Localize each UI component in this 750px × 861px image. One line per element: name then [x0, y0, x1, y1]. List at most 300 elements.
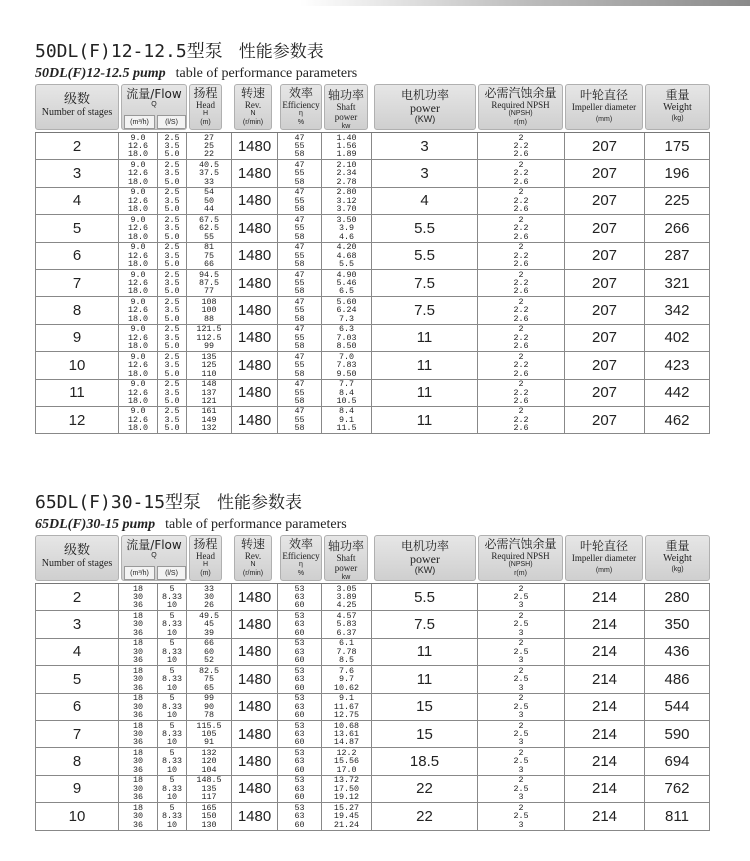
- cell-value: 9.0: [130, 187, 146, 198]
- cell-value: 12.6: [127, 332, 149, 343]
- cell-value: 3: [518, 600, 524, 611]
- cell-value: 36: [132, 737, 144, 748]
- cell-value: 2.5: [513, 619, 529, 630]
- cell-npsh: [478, 407, 565, 433]
- cell-motor: 18.5: [372, 748, 478, 774]
- header-weight: 重量 Weight (kg): [645, 84, 710, 130]
- table-title: 65DL(F)30-15型泵 性能参数表: [35, 492, 303, 513]
- cell-value: 9.0: [130, 269, 146, 280]
- cell-value: 60: [203, 646, 215, 657]
- cell-flow1: [119, 243, 158, 269]
- cell-value: 2.6: [513, 204, 529, 215]
- cell-value: 2.6: [513, 231, 529, 242]
- cell-value: 2: [518, 159, 524, 170]
- cell-value: 99: [203, 341, 215, 352]
- cell-weight: 402: [645, 325, 710, 351]
- cell-value: 9.0: [130, 132, 146, 143]
- cell-value: 10: [166, 819, 178, 830]
- cell-eff: [278, 666, 322, 692]
- cell-value: 9.0: [130, 406, 146, 417]
- cell-value: 75: [203, 250, 215, 261]
- header-stages: 级数 Number of stages: [35, 535, 119, 581]
- cell-value: 2.2: [513, 195, 529, 206]
- cell-value: 30: [132, 728, 144, 739]
- cell-weight: 590: [645, 721, 710, 747]
- table-row: [35, 188, 710, 215]
- cell-value: 3.5: [164, 195, 180, 206]
- cell-value: 8.5: [338, 655, 355, 666]
- cell-shaft: [322, 380, 372, 406]
- cell-value: 30: [132, 591, 144, 602]
- cell-npsh: [478, 133, 565, 159]
- header-shaft-power: 轴功率 Shaft power kw: [324, 535, 368, 581]
- cell-stages: 8: [35, 748, 119, 774]
- cell-motor: 7.5: [372, 611, 478, 637]
- table-row: [35, 776, 710, 803]
- cell-value: 8.33: [161, 619, 183, 630]
- cell-head: [187, 584, 232, 610]
- cell-value: 2.5: [164, 379, 180, 390]
- cell-value: 62.5: [198, 223, 220, 234]
- cell-value: 12.6: [127, 305, 149, 316]
- cell-weight: 321: [645, 270, 710, 296]
- cell-stages: 12: [35, 407, 119, 433]
- cell-value: 132: [201, 423, 217, 434]
- cell-weight: 811: [645, 803, 710, 829]
- cell-value: 9.0: [130, 214, 146, 225]
- cell-flow2: [158, 133, 187, 159]
- cell-speed: 1480: [232, 803, 278, 829]
- cell-value: 2.6: [513, 423, 529, 434]
- cell-value: 1.40: [336, 132, 357, 143]
- cell-value: 3.70: [336, 204, 357, 215]
- cell-value: 10.62: [333, 682, 360, 693]
- cell-head: [187, 721, 232, 747]
- cell-flow1: [119, 666, 158, 692]
- cell-speed: 1480: [232, 380, 278, 406]
- cell-value: 87.5: [198, 277, 220, 288]
- cell-imp: 207: [565, 407, 645, 433]
- cell-imp: 214: [565, 639, 645, 665]
- cell-stages: 9: [35, 776, 119, 802]
- cell-value: 60: [294, 627, 305, 638]
- cell-value: 3: [518, 819, 524, 830]
- cell-value: 52: [203, 655, 215, 666]
- cell-value: 12.6: [127, 223, 149, 234]
- cell-value: 54: [203, 187, 215, 198]
- cell-value: 2: [518, 693, 524, 704]
- cell-value: 104: [201, 764, 217, 775]
- cell-value: 53: [294, 693, 305, 704]
- cell-value: 2.5: [164, 296, 180, 307]
- cell-speed: 1480: [232, 133, 278, 159]
- cell-value: 53: [294, 775, 305, 786]
- cell-value: 60: [294, 792, 305, 803]
- cell-motor: 7.5: [372, 297, 478, 323]
- header-flow-unit-m3h: (m³/h): [124, 115, 155, 129]
- cell-value: 2: [518, 296, 524, 307]
- cell-value: 18.0: [127, 341, 149, 352]
- cell-value: 5.0: [164, 231, 180, 242]
- table-row: [35, 721, 710, 748]
- cell-flow2: [158, 270, 187, 296]
- cell-speed: 1480: [232, 270, 278, 296]
- cell-value: 108: [201, 296, 217, 307]
- cell-value: 6.24: [336, 305, 357, 316]
- cell-value: 65: [203, 682, 215, 693]
- cell-value: 2.6: [513, 149, 529, 160]
- cell-value: 55: [294, 277, 305, 288]
- cell-eff: [278, 584, 322, 610]
- cell-value: 18: [132, 747, 144, 758]
- cell-value: 3: [518, 709, 524, 720]
- cell-stages: 2: [35, 133, 119, 159]
- cell-value: 30: [132, 811, 144, 822]
- cell-imp: 214: [565, 803, 645, 829]
- cell-head: [187, 611, 232, 637]
- cell-eff: [278, 407, 322, 433]
- cell-value: 3: [518, 627, 524, 638]
- cell-value: 19.45: [333, 811, 360, 822]
- cell-value: 58: [294, 286, 305, 297]
- cell-value: 10: [166, 737, 178, 748]
- cell-imp: 207: [565, 160, 645, 186]
- cell-imp: 207: [565, 133, 645, 159]
- table-row: [35, 325, 710, 352]
- cell-value: 5: [169, 720, 175, 731]
- cell-stages: 5: [35, 666, 119, 692]
- cell-speed: 1480: [232, 694, 278, 720]
- cell-head: [187, 297, 232, 323]
- cell-value: 9.0: [130, 324, 146, 335]
- cell-flow1: [119, 380, 158, 406]
- cell-motor: 11: [372, 352, 478, 378]
- cell-value: 2: [518, 324, 524, 335]
- cell-eff: [278, 721, 322, 747]
- cell-value: 26: [203, 600, 215, 611]
- cell-value: 3: [518, 655, 524, 666]
- cell-value: 110: [201, 368, 217, 379]
- header-flow-unit-m3h: (m³/h): [124, 566, 155, 580]
- cell-value: 3.5: [164, 414, 180, 425]
- cell-weight: 350: [645, 611, 710, 637]
- cell-value: 47: [294, 269, 305, 280]
- cell-value: 66: [203, 638, 215, 649]
- cell-value: 18.0: [127, 231, 149, 242]
- cell-value: 10: [166, 792, 178, 803]
- cell-value: 13.72: [333, 775, 360, 786]
- cell-head: [187, 160, 232, 186]
- cell-flow1: [119, 776, 158, 802]
- cell-value: 47: [294, 406, 305, 417]
- cell-motor: 11: [372, 380, 478, 406]
- cell-value: 55: [294, 332, 305, 343]
- cell-eff: [278, 243, 322, 269]
- cell-value: 5.5: [338, 258, 355, 269]
- cell-value: 2.2: [513, 250, 529, 261]
- cell-value: 18.0: [127, 313, 149, 324]
- cell-flow2: [158, 748, 187, 774]
- cell-value: 36: [132, 627, 144, 638]
- cell-value: 36: [132, 682, 144, 693]
- cell-motor: 11: [372, 325, 478, 351]
- cell-flow2: [158, 407, 187, 433]
- cell-flow2: [158, 215, 187, 241]
- cell-npsh: [478, 243, 565, 269]
- cell-value: 55: [203, 231, 215, 242]
- cell-shaft: [322, 325, 372, 351]
- table-row: [35, 803, 710, 830]
- cell-value: 10: [166, 655, 178, 666]
- cell-value: 9.0: [130, 242, 146, 253]
- cell-motor: 7.5: [372, 270, 478, 296]
- cell-value: 5.0: [164, 176, 180, 187]
- header-npsh: 必需汽蚀余量 Required NPSH (NPSH) r(m): [478, 84, 563, 130]
- cell-value: 90: [203, 701, 215, 712]
- cell-flow1: [119, 325, 158, 351]
- header-motor-power: 电机功率 power (KW): [374, 84, 476, 130]
- cell-value: 7.83: [336, 360, 357, 371]
- cell-value: 36: [132, 819, 144, 830]
- cell-value: 5.0: [164, 149, 180, 160]
- cell-value: 4.25: [336, 600, 357, 611]
- cell-motor: 11: [372, 407, 478, 433]
- cell-eff: [278, 352, 322, 378]
- cell-value: 2.10: [336, 159, 357, 170]
- cell-value: 81: [203, 242, 215, 253]
- cell-shaft: [322, 243, 372, 269]
- table-row: [35, 160, 710, 187]
- cell-speed: 1480: [232, 215, 278, 241]
- cell-value: 8.33: [161, 728, 183, 739]
- cell-value: 18.0: [127, 204, 149, 215]
- cell-head: [187, 803, 232, 829]
- cell-motor: 22: [372, 803, 478, 829]
- cell-value: 10: [166, 627, 178, 638]
- cell-flow1: [119, 748, 158, 774]
- cell-speed: 1480: [232, 297, 278, 323]
- cell-value: 3.9: [338, 223, 355, 234]
- cell-weight: 196: [645, 160, 710, 186]
- cell-speed: 1480: [232, 584, 278, 610]
- table-row: [35, 639, 710, 666]
- cell-value: 5.83: [336, 619, 357, 630]
- cell-value: 8.33: [161, 811, 183, 822]
- cell-value: 2.6: [513, 313, 529, 324]
- cell-value: 60: [294, 682, 305, 693]
- cell-value: 2.5: [513, 783, 529, 794]
- cell-imp: 207: [565, 380, 645, 406]
- cell-imp: 207: [565, 243, 645, 269]
- cell-value: 45: [203, 619, 215, 630]
- cell-value: 4.6: [338, 231, 355, 242]
- cell-value: 60: [294, 709, 305, 720]
- header-efficiency: 效率 Efficiency η %: [280, 84, 322, 130]
- cell-value: 2.5: [164, 159, 180, 170]
- cell-value: 58: [294, 149, 305, 160]
- cell-value: 58: [294, 176, 305, 187]
- table-row: [35, 215, 710, 242]
- cell-head: [187, 325, 232, 351]
- cell-shaft: [322, 639, 372, 665]
- cell-value: 3.5: [164, 223, 180, 234]
- cell-flow2: [158, 721, 187, 747]
- cell-value: 2.34: [336, 168, 357, 179]
- cell-flow1: [119, 188, 158, 214]
- cell-value: 5.0: [164, 286, 180, 297]
- header-stages: 级数 Number of stages: [35, 84, 119, 130]
- cell-weight: 436: [645, 639, 710, 665]
- cell-eff: [278, 748, 322, 774]
- cell-value: 3.05: [336, 583, 357, 594]
- cell-flow2: [158, 584, 187, 610]
- cell-stages: 5: [35, 215, 119, 241]
- table-row: [35, 666, 710, 693]
- cell-value: 112.5: [196, 332, 222, 343]
- cell-imp: 207: [565, 188, 645, 214]
- cell-speed: 1480: [232, 160, 278, 186]
- cell-value: 55: [294, 305, 305, 316]
- cell-npsh: [478, 803, 565, 829]
- cell-value: 22: [203, 149, 215, 160]
- cell-value: 11.67: [333, 701, 360, 712]
- cell-value: 63: [294, 591, 305, 602]
- cell-value: 15.56: [333, 756, 360, 767]
- cell-head: [187, 748, 232, 774]
- cell-value: 2: [518, 214, 524, 225]
- table-row: [35, 270, 710, 297]
- cell-value: 9.50: [336, 368, 357, 379]
- cell-value: 7.7: [338, 379, 355, 390]
- cell-npsh: [478, 297, 565, 323]
- cell-value: 36: [132, 709, 144, 720]
- cell-imp: 214: [565, 748, 645, 774]
- cell-value: 82.5: [198, 665, 220, 676]
- cell-head: [187, 639, 232, 665]
- cell-value: 8.33: [161, 756, 183, 767]
- cell-value: 137: [201, 387, 217, 398]
- cell-motor: 15: [372, 694, 478, 720]
- cell-value: 37.5: [198, 168, 220, 179]
- cell-value: 5.0: [164, 258, 180, 269]
- cell-flow1: [119, 694, 158, 720]
- cell-value: 18.0: [127, 423, 149, 434]
- cell-value: 50: [203, 195, 215, 206]
- cell-stages: 9: [35, 325, 119, 351]
- cell-head: [187, 243, 232, 269]
- cell-value: 18: [132, 583, 144, 594]
- table-row: [35, 694, 710, 721]
- cell-weight: 280: [645, 584, 710, 610]
- table-subtitle: 50DL(F)12-12.5 pump table of performance parameters: [35, 66, 358, 81]
- cell-eff: [278, 133, 322, 159]
- cell-value: 2: [518, 720, 524, 731]
- cell-value: 55: [294, 195, 305, 206]
- cell-value: 5: [169, 775, 175, 786]
- cell-value: 60: [294, 600, 305, 611]
- cell-value: 2.2: [513, 332, 529, 343]
- cell-value: 9.0: [130, 159, 146, 170]
- cell-value: 47: [294, 187, 305, 198]
- cell-value: 5.46: [336, 277, 357, 288]
- cell-value: 55: [294, 140, 305, 151]
- cell-value: 6.5: [338, 286, 355, 297]
- cell-value: 2.6: [513, 368, 529, 379]
- cell-value: 121.5: [196, 324, 222, 335]
- cell-value: 2.80: [336, 187, 357, 198]
- cell-motor: 5.5: [372, 215, 478, 241]
- cell-value: 58: [294, 258, 305, 269]
- table-row: [35, 243, 710, 270]
- cell-value: 44: [203, 204, 215, 215]
- cell-value: 36: [132, 600, 144, 611]
- cell-value: 1.56: [336, 140, 357, 151]
- cell-stages: 3: [35, 160, 119, 186]
- cell-value: 99: [203, 693, 215, 704]
- cell-stages: 8: [35, 297, 119, 323]
- cell-value: 33: [203, 176, 215, 187]
- cell-imp: 214: [565, 721, 645, 747]
- cell-shaft: [322, 776, 372, 802]
- cell-value: 8.33: [161, 591, 183, 602]
- cell-value: 2.5: [164, 132, 180, 143]
- cell-value: 3.12: [336, 195, 357, 206]
- cell-value: 2.78: [336, 176, 357, 187]
- table-row: [35, 748, 710, 775]
- cell-speed: 1480: [232, 243, 278, 269]
- cell-value: 4.20: [336, 242, 357, 253]
- cell-flow2: [158, 611, 187, 637]
- cell-shaft: [322, 694, 372, 720]
- cell-weight: 287: [645, 243, 710, 269]
- cell-value: 2: [518, 132, 524, 143]
- cell-value: 10: [166, 600, 178, 611]
- cell-weight: 423: [645, 352, 710, 378]
- cell-motor: 4: [372, 188, 478, 214]
- cell-eff: [278, 270, 322, 296]
- table-row: [35, 297, 710, 324]
- cell-weight: 544: [645, 694, 710, 720]
- cell-value: 5: [169, 583, 175, 594]
- cell-speed: 1480: [232, 666, 278, 692]
- cell-value: 47: [294, 159, 305, 170]
- top-decorative-bar: [0, 0, 750, 6]
- cell-value: 77: [203, 286, 215, 297]
- cell-motor: 5.5: [372, 243, 478, 269]
- cell-value: 2.5: [164, 242, 180, 253]
- cell-value: 3.5: [164, 277, 180, 288]
- cell-value: 53: [294, 610, 305, 621]
- cell-value: 8.4: [338, 387, 355, 398]
- cell-motor: 11: [372, 639, 478, 665]
- cell-flow1: [119, 270, 158, 296]
- cell-value: 30: [132, 646, 144, 657]
- cell-value: 63: [294, 701, 305, 712]
- cell-value: 2: [518, 747, 524, 758]
- cell-value: 8.33: [161, 783, 183, 794]
- cell-eff: [278, 325, 322, 351]
- cell-flow2: [158, 188, 187, 214]
- cell-value: 2.2: [513, 414, 529, 425]
- cell-value: 3: [518, 792, 524, 803]
- header-npsh: 必需汽蚀余量 Required NPSH (NPSH) r(m): [478, 535, 563, 581]
- cell-value: 7.3: [338, 313, 355, 324]
- cell-flow2: [158, 325, 187, 351]
- cell-value: 12.6: [127, 195, 149, 206]
- header-impeller-diameter: 叶轮直径 Impeller diameter (mm): [565, 535, 643, 581]
- cell-value: 7.03: [336, 332, 357, 343]
- cell-value: 2.5: [513, 756, 529, 767]
